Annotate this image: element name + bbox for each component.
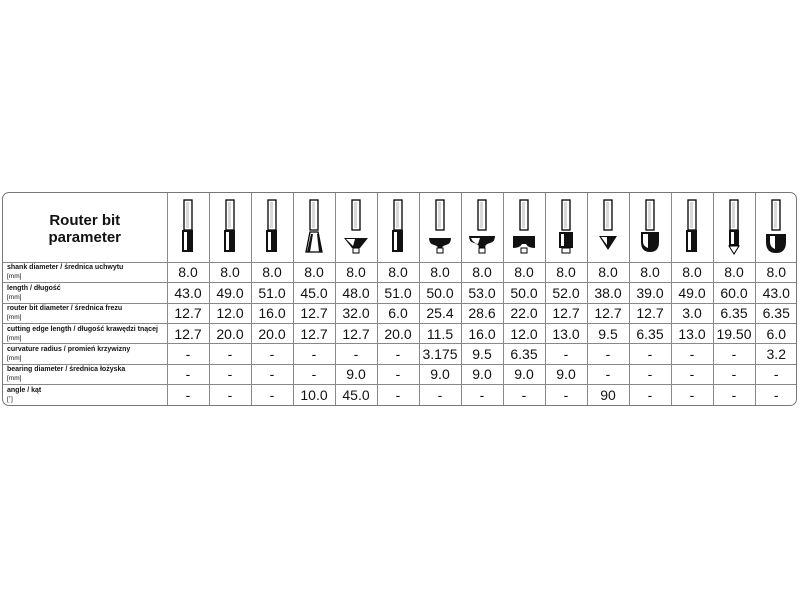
parameter-name: cutting edge length / długość krawędzi tnącej [7,325,158,333]
parameter-label [3,303,167,323]
value-cell: 3.175 [419,344,461,364]
value-cell: 16.0 [251,303,293,323]
value-cell: - [629,364,671,384]
value-cell: 51.0 [251,283,293,303]
value-cell: 43.0 [755,283,797,303]
value-cell: - [335,344,377,364]
value-cell: 20.0 [209,323,251,343]
value-cell: - [377,344,419,364]
bit-column-header [629,193,671,262]
bit-column-header [503,193,545,262]
parameter-unit: [mm] [7,354,22,362]
value-cell: 16.0 [461,323,503,343]
value-cell: 49.0 [209,283,251,303]
table-title [3,193,167,262]
parameter-row [3,303,797,323]
value-cell: 6.35 [629,323,671,343]
value-cell: - [293,364,335,384]
value-cell: - [461,385,503,405]
value-cell: 9.0 [461,364,503,384]
value-cell: 11.5 [419,323,461,343]
value-cell: 50.0 [419,283,461,303]
value-cell: 10.0 [293,385,335,405]
value-cell: - [587,344,629,364]
value-cell: 8.0 [209,262,251,282]
bit-column-header [755,193,797,262]
value-cell: 8.0 [335,262,377,282]
value-cell: - [713,385,755,405]
value-cell: - [545,385,587,405]
value-cell: 8.0 [503,262,545,282]
value-cell: 43.0 [167,283,209,303]
value-cell: 20.0 [251,323,293,343]
parameter-unit: [mm] [7,293,22,301]
bit-column-header [587,193,629,262]
value-cell: 3.0 [671,303,713,323]
bit-column-header [671,193,713,262]
value-cell: 9.0 [335,364,377,384]
router-bit-table [3,193,797,405]
bit-column-header [377,193,419,262]
value-cell: 12.7 [167,323,209,343]
bit-column-header [461,193,503,262]
parameter-label [3,283,167,303]
value-cell: 8.0 [251,262,293,282]
value-cell: - [167,385,209,405]
parameter-row [3,262,797,282]
parameter-name: angle / kąt [7,387,42,395]
value-cell: 20.0 [377,323,419,343]
router-bit-table-frame [2,192,797,406]
value-cell: 9.0 [419,364,461,384]
value-cell: 9.0 [503,364,545,384]
value-cell: 52.0 [545,283,587,303]
value-cell: 8.0 [671,262,713,282]
value-cell: - [629,344,671,364]
value-cell: - [587,364,629,384]
rabbeting-bearing-bit-icon [546,198,587,256]
value-cell: - [671,364,713,384]
bit-column-header [293,193,335,262]
straight-bit-icon [672,198,713,256]
straight-bit-icon [378,198,419,256]
value-cell: 60.0 [713,283,755,303]
value-cell: 53.0 [461,283,503,303]
straight-bit-icon [210,198,251,256]
value-cell: 3.2 [755,344,797,364]
value-cell: 90 [587,385,629,405]
value-cell: - [209,344,251,364]
value-cell: 9.5 [461,344,503,364]
value-cell: - [419,385,461,405]
parameter-unit: [˚] [7,396,13,404]
value-cell: - [545,344,587,364]
value-cell: - [251,364,293,384]
value-cell: 8.0 [545,262,587,282]
parameter-name: shank diameter / średnica uchwytu [7,264,124,272]
value-cell: 12.0 [503,323,545,343]
parameter-row [3,364,797,384]
parameter-row [3,344,797,364]
straight-bit-icon [252,198,293,256]
cove-bearing-bit-icon [504,198,545,256]
value-cell: 12.7 [629,303,671,323]
parameter-name: router bit diameter / średnica frezu [7,305,123,313]
title-line-2: parameter [48,229,122,247]
value-cell: - [209,385,251,405]
value-cell: 12.7 [587,303,629,323]
value-cell: 39.0 [629,283,671,303]
bit-column-header [545,193,587,262]
value-cell: 8.0 [377,262,419,282]
bit-column-header [335,193,377,262]
parameter-unit: [mm] [7,334,22,342]
ogee-bearing-bit-icon [420,198,461,256]
value-cell: 9.5 [587,323,629,343]
value-cell: - [377,385,419,405]
value-cell: 6.0 [377,303,419,323]
parameter-unit: [mm] [7,273,22,281]
value-cell: 8.0 [293,262,335,282]
value-cell: - [167,364,209,384]
value-cell: - [713,344,755,364]
value-cell: 45.0 [293,283,335,303]
chamfer-bearing-bit-icon [336,198,377,256]
value-cell: 8.0 [713,262,755,282]
value-cell: 8.0 [755,262,797,282]
parameter-unit: [mm] [7,314,22,322]
value-cell: 32.0 [335,303,377,323]
value-cell: - [209,364,251,384]
straight-bit-icon [168,198,209,256]
value-cell: 28.6 [461,303,503,323]
value-cell: - [293,344,335,364]
parameter-label [3,385,167,405]
point-cutting-bit-icon [714,198,755,256]
value-cell: 12.7 [545,303,587,323]
round-nose-bit-icon [756,198,798,256]
value-cell: 13.0 [671,323,713,343]
parameter-unit: [mm] [7,375,22,383]
value-cell: 12.0 [209,303,251,323]
value-cell: 6.35 [755,303,797,323]
value-cell: 22.0 [503,303,545,323]
value-cell: 12.7 [293,323,335,343]
value-cell: 45.0 [335,385,377,405]
value-cell: 12.7 [167,303,209,323]
bit-column-header [167,193,209,262]
value-cell: - [671,385,713,405]
parameter-label [3,262,167,282]
value-cell: 19.50 [713,323,755,343]
value-cell: - [377,364,419,384]
value-cell: 8.0 [419,262,461,282]
parameter-row [3,385,797,405]
value-cell: 8.0 [587,262,629,282]
value-cell: 6.35 [503,344,545,364]
bit-column-header [713,193,755,262]
header-row [3,193,797,262]
value-cell: 12.7 [293,303,335,323]
parameter-row [3,323,797,343]
value-cell: - [503,385,545,405]
value-cell: - [251,385,293,405]
bit-column-header [251,193,293,262]
value-cell: 6.35 [713,303,755,323]
bit-column-header [209,193,251,262]
value-cell: 12.7 [335,323,377,343]
value-cell: - [251,344,293,364]
parameter-name: length / długość [7,284,61,292]
parameter-name: curvature radius / promień krzywizny [7,345,131,353]
value-cell: 25.4 [419,303,461,323]
value-cell: - [167,344,209,364]
value-cell: 13.0 [545,323,587,343]
roman-ogee-bearing-bit-icon [462,198,503,256]
bit-column-header [419,193,461,262]
parameter-row [3,283,797,303]
parameter-label [3,323,167,343]
v-groove-bit-icon [588,198,629,256]
value-cell: 38.0 [587,283,629,303]
value-cell: 8.0 [461,262,503,282]
value-cell: 48.0 [335,283,377,303]
value-cell: - [755,364,797,384]
value-cell: 6.0 [755,323,797,343]
parameter-label [3,344,167,364]
value-cell: - [755,385,797,405]
value-cell: 9.0 [545,364,587,384]
value-cell: 8.0 [629,262,671,282]
value-cell: 49.0 [671,283,713,303]
value-cell: - [671,344,713,364]
core-box-bit-icon [630,198,671,256]
title-line-1: Router bit [49,212,121,230]
dovetail-bit-icon [294,198,335,256]
parameter-name: bearing diameter / średnica łożyska [7,366,126,374]
value-cell: - [629,385,671,405]
value-cell: - [713,364,755,384]
value-cell: 50.0 [503,283,545,303]
value-cell: 51.0 [377,283,419,303]
parameter-label [3,364,167,384]
value-cell: 8.0 [167,262,209,282]
